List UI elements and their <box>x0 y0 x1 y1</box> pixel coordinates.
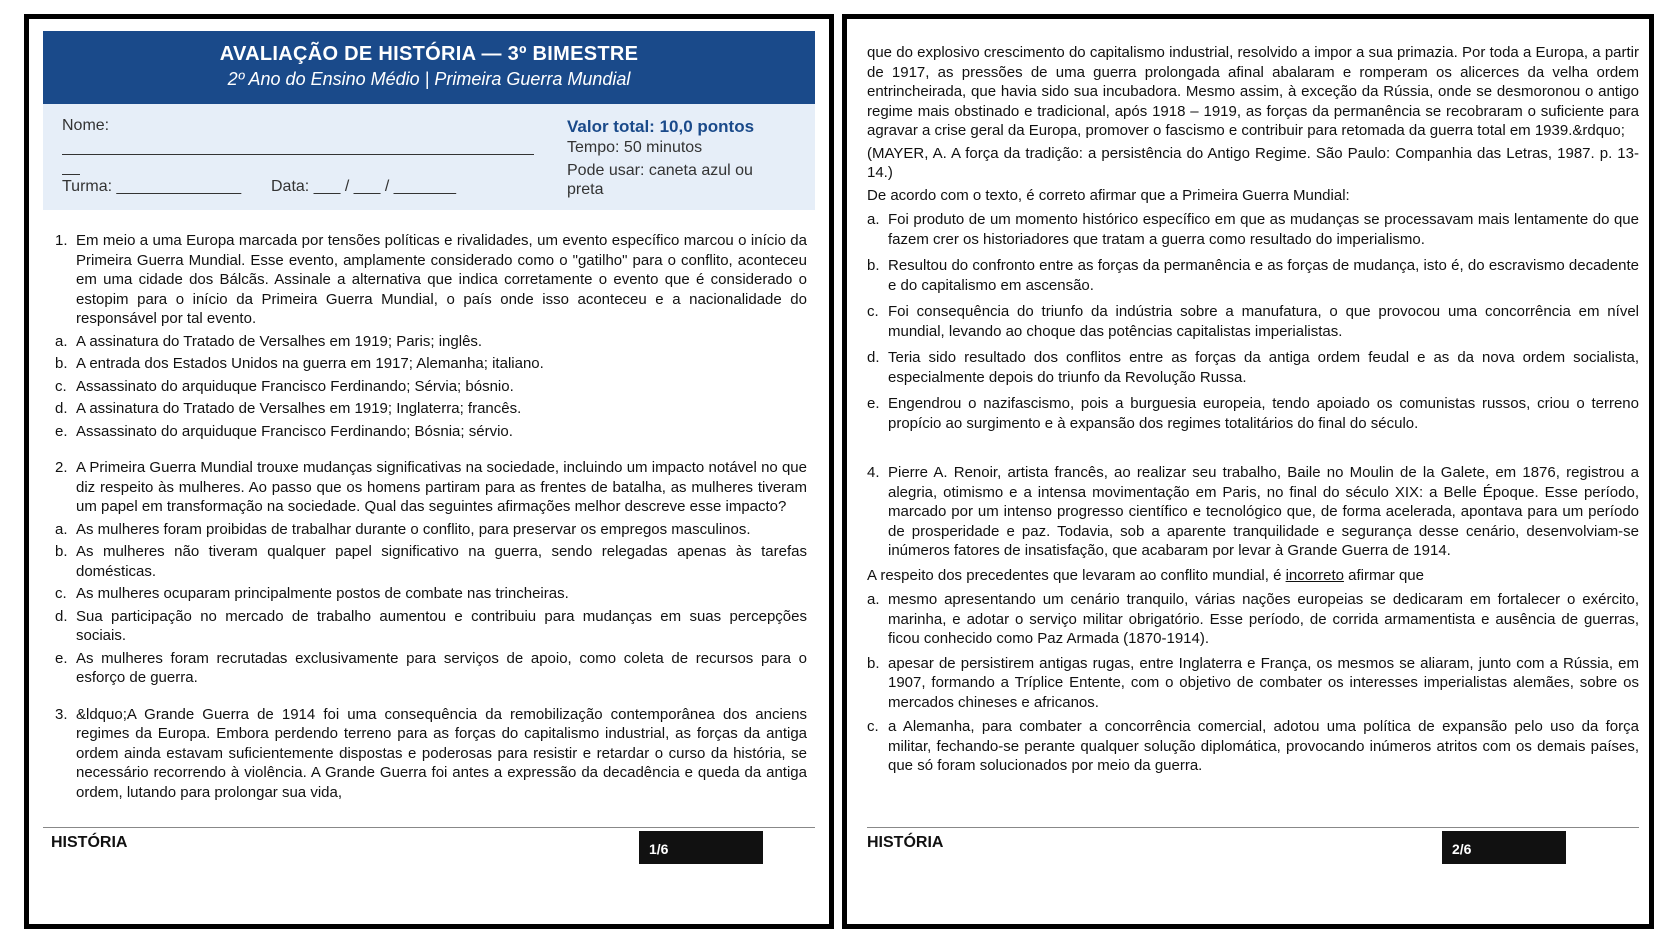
option-3d[interactable] <box>867 348 1639 387</box>
option-text: apesar de persistirem antigas rugas, entre Inglaterra e França, os mesmos se aliaram, junto com a Rússia, em 1907, formando a Tríplice Entente, com o objetivo de combater os interesses imperialistas alemães, sobre os mercados chineses e africanos. <box>888 654 1639 711</box>
citation-source: (MAYER, A. A força da tradição: a persistência do Antigo Regime. São Paulo: Companhia das Letras, 1987. p. 13-14.) <box>867 144 1639 181</box>
option-1e[interactable] <box>55 422 807 442</box>
option-letter: e. <box>55 422 68 440</box>
page-2-content <box>867 43 1639 776</box>
option-letter: a. <box>867 591 880 608</box>
exam-subtitle: 2º Ano do Ensino Médio | Primeira Guerra Mundial <box>227 69 631 89</box>
option-text: As mulheres foram recrutadas exclusivamente para serviços de apoio, como coleta de recursos para o esforço de guerra. <box>76 649 807 686</box>
option-letter: b. <box>55 543 68 560</box>
option-1a[interactable] <box>55 332 807 352</box>
page-1-content <box>55 231 807 802</box>
option-2a[interactable] <box>55 520 807 540</box>
option-text: As mulheres ocuparam principalmente postos de combate nas trincheiras. <box>76 585 569 602</box>
option-3c[interactable] <box>867 302 1639 341</box>
option-text: Assassinato do arquiduque Francisco Ferdinando; Sérvia; bósnio. <box>76 377 514 395</box>
question-text: A Primeira Guerra Mundial trouxe mudanças significativas na sociedade, incluindo um impacto notável no que diz respeito às mulheres. Ao passo que os homens partiram para as frentes de batalha, as mulheres tiveram um papel em transformação na sociedade. Qual das seguintes afirmações melhor descreve esse impacto? <box>76 459 807 515</box>
question-3 <box>55 705 807 803</box>
footer-divider <box>867 827 1639 828</box>
option-letter: e. <box>867 395 880 412</box>
total-value: Valor total: 10,0 pontos <box>567 117 755 136</box>
stem-text: A respeito dos precedentes que levaram ao conflito mundial, é <box>867 566 1286 584</box>
option-letter: d. <box>55 400 68 417</box>
question-1 <box>55 231 807 329</box>
option-text: Foi consequência do triunfo da indústria sobre a manufatura, o que provocou uma concorrência em nível mundial, levando ao choque das potências capitalistas imperialistas. <box>888 303 1639 340</box>
option-letter: c. <box>55 377 67 395</box>
stem-text-end: afirmar que <box>1343 566 1424 584</box>
option-1d[interactable] <box>55 399 807 419</box>
name-label: Nome: <box>62 117 110 134</box>
option-4a[interactable] <box>867 590 1639 649</box>
question-4-stem <box>867 566 1639 586</box>
option-4c[interactable] <box>867 717 1639 776</box>
option-3e[interactable] <box>867 394 1639 433</box>
option-4b[interactable] <box>867 654 1639 713</box>
option-text: mesmo apresentando um cenário tranquilo, várias nações europeias se dedicaram em fortalecer o exército, marinha, e adotar o serviço militar obrigatório. Esse período, de corrida armamentista e ausência de guerras, ficou conhecido como Paz Armada (1870-1914). <box>888 591 1639 647</box>
option-2b[interactable] <box>55 542 807 581</box>
option-text: Sua participação no mercado de trabalho aumentou e contribuiu para mudanças em suas percepções sociais. <box>76 607 807 644</box>
stem-underlined-word: incorreto <box>1285 566 1344 584</box>
date-label: Data: ___ / ___ / _______ <box>271 178 457 195</box>
question-number: 3. <box>55 705 68 723</box>
question-2 <box>55 458 807 517</box>
option-text: A assinatura do Tratado de Versalhes em 1919; Paris; inglês. <box>76 332 483 350</box>
name-blank-line <box>62 154 534 155</box>
option-1b[interactable] <box>55 354 807 374</box>
turma-label: Turma: ______________ <box>62 178 242 195</box>
option-3a[interactable] <box>867 210 1639 249</box>
option-letter: b. <box>55 355 68 372</box>
page-number: 1/6 <box>639 831 763 864</box>
option-1c[interactable] <box>55 377 807 397</box>
option-letter: c. <box>55 585 67 602</box>
option-letter: a. <box>55 332 68 350</box>
option-letter: a. <box>867 211 880 228</box>
option-letter: a. <box>55 520 68 538</box>
option-text: Teria sido resultado dos conflitos entre as forças da antiga ordem feudal e as da nova ordem socialista, especialmente depois do triunfo da Revolução Russa. <box>888 349 1639 386</box>
option-letter: b. <box>867 257 880 274</box>
question-number: 2. <box>55 459 68 476</box>
option-text: Resultou do confronto entre as forças da permanência e as forças de mudança, isto é, do escravismo decadente e do capitalismo em ascensão. <box>888 257 1639 294</box>
option-letter: c. <box>867 718 879 735</box>
question-text: Em meio a uma Europa marcada por tensões políticas e rivalidades, um evento específico marcou o início da Primeira Guerra Mundial. Esse evento, amplamente considerado como o "gatilho" para o conflito, aconteceu em uma cidade dos Bálcãs. Assinale a alternativa que indica corretamente o evento que é considerado o estopim para o início da Primeira Guerra Mundial, o país onde isso aconteceu e a nacionalidade do responsável por tal evento. <box>76 232 807 327</box>
option-letter: c. <box>867 303 879 320</box>
time-limit: Tempo: 50 minutos <box>567 139 703 156</box>
option-3b[interactable] <box>867 256 1639 295</box>
question-text: &ldquo;A Grande Guerra de 1914 foi uma consequência da remobilização contemporânea dos anciens regimes da Europa. Embora perdendo terreno para as forças do capitalismo industrial, as forças da antiga ordem ainda estavam suficientemente dispostas e poderosas para resistir e retardar o curso da história, se necessário recorrendo à violência. A Grande Guerra foi antes a expressão da decadência e queda da antiga ordem, lutando para prolongar sua vida, <box>76 705 807 801</box>
question-4 <box>867 463 1639 561</box>
option-text: A entrada dos Estados Unidos na guerra em 1917; Alemanha; italiano. <box>76 355 544 372</box>
exam-title: AVALIAÇÃO DE HISTÓRIA — 3º BIMESTRE <box>219 43 639 65</box>
option-text: A assinatura do Tratado de Versalhes em 1919; Inglaterra; francês. <box>76 400 522 417</box>
option-2c[interactable] <box>55 584 807 604</box>
option-text: Assassinato do arquiduque Francisco Ferdinando; Bósnia; sérvio. <box>76 422 513 440</box>
option-2d[interactable] <box>55 607 807 646</box>
name-blank-line-continuation <box>62 174 80 175</box>
footer-subject: HISTÓRIA <box>51 834 128 851</box>
exam-page-1 <box>24 14 834 929</box>
option-text: As mulheres não tiveram qualquer papel significativo na guerra, sendo relegadas apenas às tarefas domésticas. <box>76 543 807 580</box>
option-letter: b. <box>867 654 880 672</box>
exam-header <box>43 31 815 104</box>
option-letter: e. <box>55 649 68 667</box>
question-3-continuation: que do explosivo crescimento do capitalismo industrial, resolvido a impor a sua primazia. Por toda a Europa, a partir de 1917, as pressões de uma guerra prolongada afinal abalaram e romperam os alicerces da velha ordem entrincheirada, que havia sido sua incubadora. Mesmo assim, à exceção da Rússia, onde se desmoronou o antigo regime mais obstinado e tradicional, após 1918 – 1919, as forças da permanência se recobraram o suficiente para agravar a crise geral da Europa, promover o fascismo e contribuir para retomada da guerra total em 1939.&rdquo; <box>867 44 1639 139</box>
option-text: As mulheres foram proibidas de trabalhar durante o conflito, para preservar os empregos masculinos. <box>76 520 751 538</box>
page-number: 2/6 <box>1442 831 1566 864</box>
option-text: Engendrou o nazifascismo, pois a burguesia europeia, tendo apoiado os comunistas russos, criou o terreno propício ao surgimento e à expansão dos regimes totalitários do final do século. <box>888 395 1639 432</box>
question-number: 4. <box>867 464 880 481</box>
option-2e[interactable] <box>55 649 807 688</box>
option-letter: d. <box>867 349 880 366</box>
footer-subject: HISTÓRIA <box>867 834 944 851</box>
footer-divider <box>43 827 815 828</box>
question-number: 1. <box>55 232 68 249</box>
allowed-materials: Pode usar: caneta azul ou preta <box>567 162 753 198</box>
exam-page-2 <box>842 14 1654 929</box>
question-text: Pierre A. Renoir, artista francês, ao realizar seu trabalho, Baile no Moulin de la Galete, em 1876, registrou a alegria, otimismo e a intensa movimentação em Paris, no final do século XIX: a Belle Époque. Esse período, marcado por um intenso progresso científico e tecnológico que, de forma acelerada, apontava para um período de prosperidade e paz. Todavia, sob a aparente tranquilidade e segurança desse cenário, desenvolviam-se inúmeros fatores de insatisfação, que acabaram por levar à Grande Guerra de 1914. <box>888 464 1639 559</box>
option-text: a Alemanha, para combater a concorrência comercial, adotou uma política de expansão pelo uso da força militar, fechando-se perante qualquer solução diplomática, provocando inúmeros atritos com os demais países, que só foram solucionados por meio da guerra. <box>888 718 1639 774</box>
student-info-box <box>43 104 815 210</box>
option-letter: d. <box>55 607 68 625</box>
option-text: Foi produto de um momento histórico específico em que as mudanças se processavam mais lentamente do que fazem crer os historiadores que tratam a guerra como resultado do imperialismo. <box>888 211 1639 248</box>
question-3-stem: De acordo com o texto, é correto afirmar que a Primeira Guerra Mundial: <box>867 186 1350 204</box>
